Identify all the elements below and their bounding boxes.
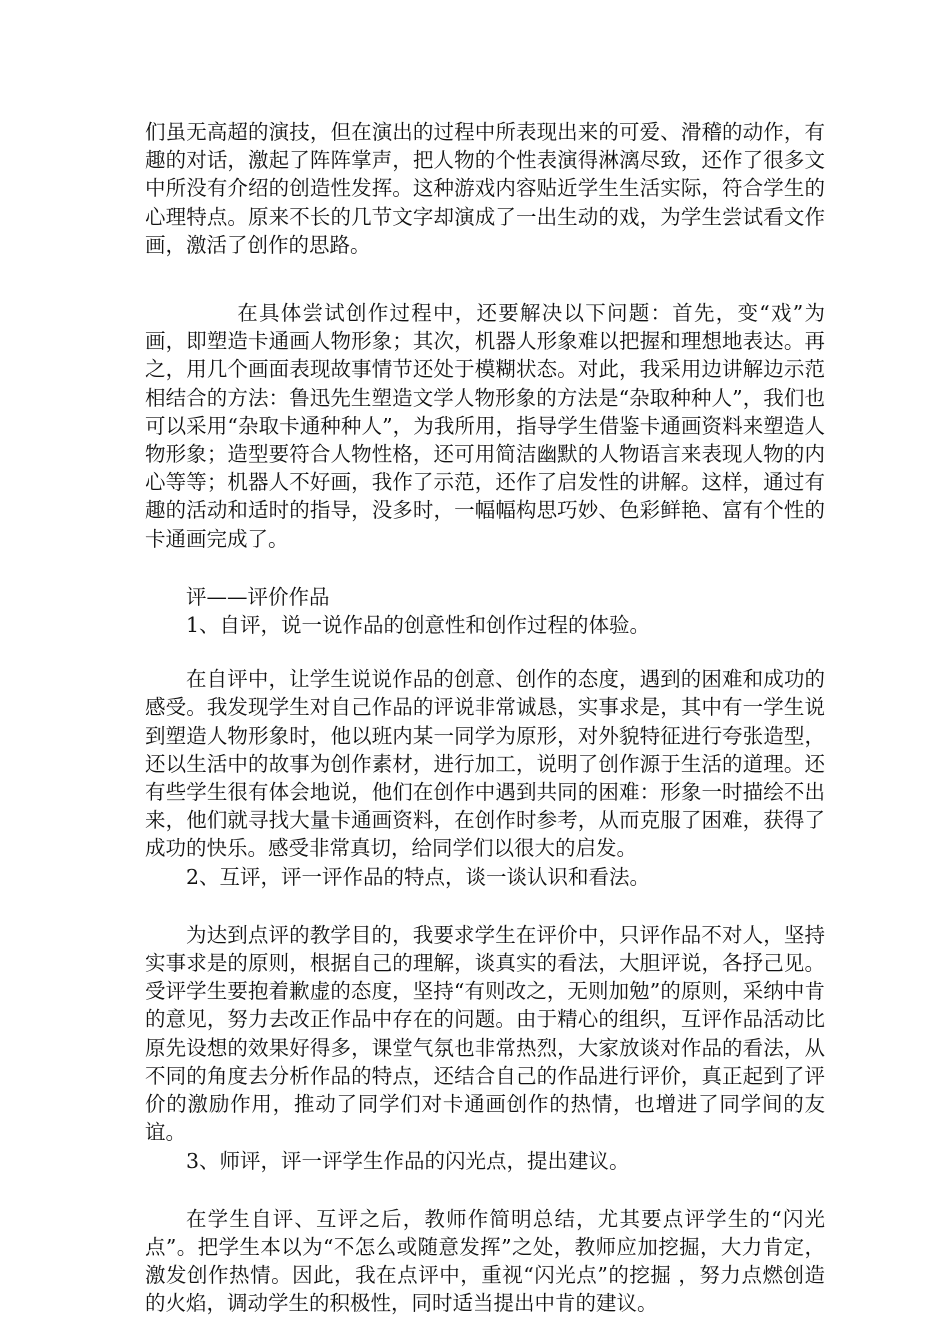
paragraph-self-review: 在自评中，让学生说说作品的创意、创作的态度，遇到的困难和成功的感受。我发现学生对自己作品的评说非常诚恳，实事求是，其中有一学生说到塑造人物形象时，他以班内某一同学为原形，对外貌特征进行夸张造型，还以生活中的故事为创作素材，进行加工，说明了创作源于生活的道理。还有些学生很有体会地说，他们在创作中遇到共同的困难：形象一时描绘不出来，他们就寻找大量卡通画资料，在创作时参考，从而克服了困难，获得了成功的快乐。感受非常真切，给同学们以很大的启发。 bbox=[145, 667, 825, 861]
paragraph-performance: 们虽无高超的演技，但在演出的过程中所表现出来的可爱、滑稽的动作，有趣的对话，激起了阵阵掌声，把人物的个性表演得淋漓尽致，还作了很多文中所没有介绍的创造性发挥。这种游戏内容贴近学生生活实际，符合学生的心理特点。原来不长的几节文字却演成了一出生动的戏，为学生尝试看文作画，激活了创作的思路。 bbox=[145, 120, 825, 257]
document-body bbox=[145, 118, 825, 1318]
subheading-teacher-review: 3、师评，评一评学生作品的闪光点，提出建议。 bbox=[186, 1148, 630, 1173]
subheading-peer-review: 2、互评，评一评作品的特点，谈一谈认识和看法。 bbox=[186, 864, 651, 889]
spacer bbox=[145, 553, 825, 583]
spacer bbox=[145, 891, 825, 921]
paragraph-teacher-review: 在学生自评、互评之后，教师作简明总结，尤其要点评学生的“闪光点”。把学生本以为“不怎么或随意发挥”之处，教师应加挖掘，大力肯定，激发创作热情。因此，我在点评中，重视“闪光点”的挖掘 ，努力点燃创造的火焰，调动学生的积极性，同时适当提出中肯的建议。 bbox=[145, 1206, 825, 1316]
spacer bbox=[145, 639, 825, 665]
spacer bbox=[145, 1175, 825, 1205]
subheading-self-review: 1、自评，说一说作品的创意性和创作过程的体验。 bbox=[186, 613, 651, 638]
section-heading-review: 评——评价作品 bbox=[186, 584, 330, 609]
spacer bbox=[145, 259, 825, 299]
paragraph-creation-process: 在具体尝试创作过程中，还要解决以下问题：首先，变“戏”为画，即塑造卡通画人物形象；其次，机器人形象难以把握和理想地表达。再之，用几个画面表现故事情节还处于模糊状态。对此，我采用边讲解边示范相结合的方法：鲁迅先生塑造文学人物形象的方法是“杂取种种人”，我们也可以采用“杂取卡通种种人”，为我所用，指导学生借鉴卡通画资料来塑造人物形象；造型要符合人物性格，还可用简洁幽默的人物语言来表现人物的内心等等；机器人不好画，我作了示范，还作了启发性的讲解。这样，通过有趣的活动和适时的指导，没多时，一幅幅构思巧妙、色彩鲜艳、富有个性的卡通画完成了。 bbox=[145, 301, 825, 551]
paragraph-peer-review: 为达到点评的教学目的，我要求学生在评价中，只评作品不对人，坚持实事求是的原则，根据自己的理解，谈真实的看法，大胆评说，各抒己见。受评学生要抱着歉虚的态度，坚持“有则改之，无则加勉”的原则，采纳中肯的意见，努力去改正作品中存在的问题。由于精心的组织，互评作品活动比原先设想的效果好得多，课堂气氛也非常热烈，大家放谈对作品的看法，从不同的角度去分析作品的特点，还结合自己的作品进行评价，真正起到了评价的激励作用，推动了同学们对卡通画创作的热情，也增进了同学间的友谊。 bbox=[145, 922, 825, 1145]
